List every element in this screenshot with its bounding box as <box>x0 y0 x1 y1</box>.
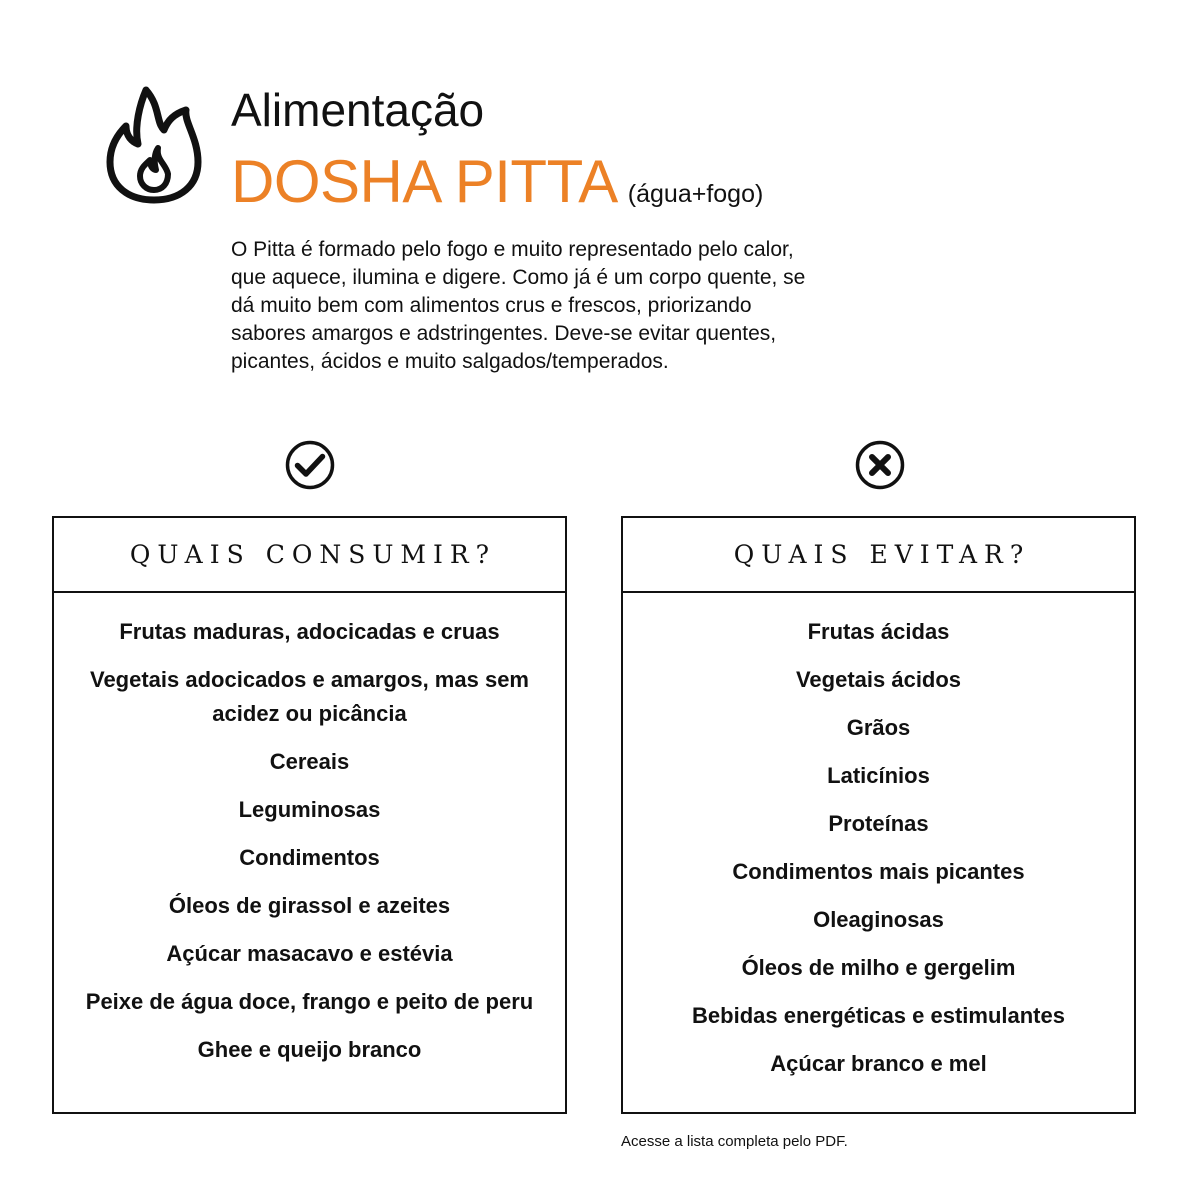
list-item: Óleos de girassol e azeites <box>168 893 451 918</box>
list-item: Bebidas energéticas e estimulantes <box>692 1003 1065 1028</box>
list-item: Frutas maduras, adocicadas e cruas <box>119 619 500 644</box>
consume-heading: QUAIS CONSUMIR? <box>54 518 565 593</box>
description-text: O Pitta é formado pelo fogo e muito representado pelo calor, que aquece, ilumina e digere. Como já é um corpo quente, se dá muito bem com alimentos crus e frescos, priorizando sabores amargos e adstringentes. Deve-se evitar quentes, picantes, ácidos e muito salgados/temperados. <box>231 238 806 373</box>
list-item: Grãos <box>846 715 911 740</box>
list-item: Açúcar branco e mel <box>770 1051 987 1076</box>
list-item: Cereais <box>269 749 350 774</box>
list-item: Óleos de milho e gergelim <box>741 955 1016 980</box>
avoid-heading: QUAIS EVITAR? <box>623 518 1134 593</box>
title-row <box>231 146 763 218</box>
avoid-list <box>623 593 1134 1081</box>
list-item: Frutas ácidas <box>807 619 950 644</box>
avoid-box <box>621 516 1136 1114</box>
list-item: Leguminosas <box>238 797 381 822</box>
list-item: Vegetais adocicados e amargos, mas sem acidez ou picância <box>89 667 529 726</box>
x-circle-icon <box>855 440 905 490</box>
list-item: Laticínios <box>827 763 930 788</box>
page-title: DOSHA PITTA <box>231 148 618 215</box>
list-item: Ghee e queijo branco <box>197 1037 422 1062</box>
consume-box <box>52 516 567 1114</box>
list-item: Peixe de água doce, frango e peito de peru <box>85 989 534 1014</box>
flame-icon <box>106 86 202 204</box>
list-item: Açúcar masacavo e estévia <box>166 941 453 966</box>
page-subtitle: (água+fogo) <box>627 180 764 208</box>
list-item: Oleaginosas <box>813 907 944 932</box>
page-kicker: Alimentação <box>231 84 485 136</box>
list-item: Proteínas <box>828 811 929 836</box>
check-circle-icon <box>285 440 335 490</box>
list-item: Condimentos <box>239 845 380 870</box>
list-item: Condimentos mais picantes <box>732 859 1025 884</box>
consume-list <box>54 593 565 1067</box>
list-item: Vegetais ácidos <box>795 667 962 692</box>
pdf-note: Acesse a lista completa pelo PDF. <box>621 1133 848 1150</box>
